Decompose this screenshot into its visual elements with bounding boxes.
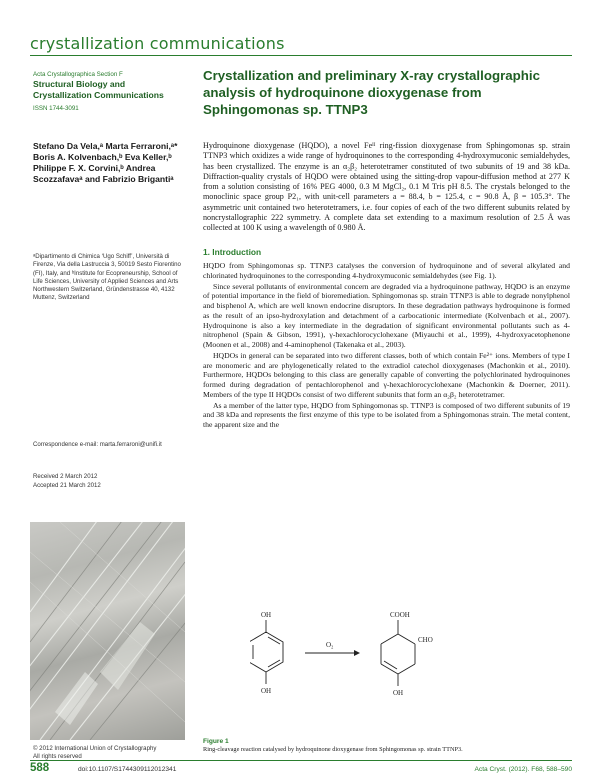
- product-cho: CHO: [418, 636, 433, 644]
- affiliations: ᵃDipartimento di Chimica ‘Ugo Schiff’, Università di Firenze, Via della Lastruccia 3, 50019 Sesto Fiorentino (FI), Italy, and ᵇInstitute for Ecopreneurship, School of Life Sciences, University of Applied Sciences and Arts Northwestern Switzerland, Gründenstrasse 40, 4132 Muttenz, Switzerland: [33, 253, 181, 302]
- figure-label: Figure 1: [203, 738, 229, 745]
- reaction-arrow: [305, 650, 360, 656]
- reactant-top-oh: OH: [261, 611, 272, 619]
- reaction-scheme: [250, 598, 500, 756]
- paragraph: HQDO from Sphingomonas sp. TTNP3 catalyses the conversion of hydroquinone and of several alkylated and chlorinated hydroquinones to the corresponding 4-hydroxymuconic semialdehydes (see Fig. 1).: [203, 261, 570, 280]
- journal-citation: Acta Cryst. (2012). F68, 588–590: [474, 766, 572, 773]
- section-name: Structural Biology and Crystallization Communications: [33, 79, 164, 100]
- accepted-date: Accepted 21 March 2012: [33, 481, 101, 489]
- page-number: 588: [30, 762, 50, 774]
- paragraph: HQDOs in general can be separated into two different classes, both of which contain Fe²⁺ ions. Members of type I are monomeric and are phylogenetically related to the extradiol catechol dioxygenases (Machonkin et al., 2010). Furthermore, HQDOs belonging to this class are generally capable of converting the polychlorinated hydroquinones formed during degradation of pentachlorophenol and γ-hexachlorocyclohexane (Machonkin & Doerner, 2011). Members of the type II HQDOs consist of two different subunits that form an α₂β₂ heterotetramer.: [203, 350, 570, 399]
- section-label: Acta Crystallographica Section F: [33, 71, 123, 78]
- figure-caption: [203, 738, 570, 754]
- author-list: Stefano Da Vela,ᵃ Marta Ferraroni,ᵃ* Boris A. Kolvenbach,ᵇ Eva Keller,ᵇ Philippe F. X. Corvini,ᵇ Andrea Scozzafavaᵃ and Fabrizio Brigantiᵃ: [33, 141, 178, 184]
- paragraph: As a member of the latter type, HQDO from Sphingomonas sp. TTNP3 is composed of two different subunits of 19 and 38 kDa and represents the first enzyme of this type to be isolated from a Sphingomonas strain. The metal content, the apparent size and the: [203, 400, 570, 429]
- reactant-bottom-oh: OH: [261, 687, 272, 695]
- correspondence-email[interactable]: Correspondence e-mail: marta.ferraroni@unifi.it: [33, 441, 162, 448]
- page-footer: [30, 762, 572, 778]
- issn: ISSN 1744-3091: [33, 105, 79, 112]
- received-date: Received 2 March 2012: [33, 473, 98, 480]
- section-info: [33, 70, 181, 112]
- header-rule: [30, 55, 572, 56]
- paragraph: Since several pollutants of environmental concern are degraded via a hydroquinone pathway, HQDO is an enzyme of potential importance in the field of bioremediation. Sphingomonas sp. strain TTNP3 is able to degrade nonylphenol and bisphenol A, which are well known endocrine disruptors. In these degradation pathways hydroquinone is formed as the result of an ipso-hydroxylation and detachment of a carbocationic intermediate (Kolvenbach et al., 2007). Hydroquinone is also a key intermediate in the degradation of significant environmental pollutants such as 4-nitrophenol (Spain & Gibson, 1991), γ-hexachlorocyclohexane (Miyauchi et al., 1999), 4-hydroxyacetophenone (Moonen et al., 2008) and 4-aminophenol (Takenaka et al., 2003).: [203, 281, 570, 349]
- introduction-body: [203, 261, 570, 431]
- copyright: [33, 745, 193, 761]
- footer-rule: [30, 760, 572, 761]
- abstract: Hydroquinone dioxygenase (HQDO), a novel Feᴵᴵ ring-fission dioxygenase from Sphingomonas sp. strain TTNP3 which oxidizes a wide range of hydroquinones to the corresponding 4-hydroxymuconic semialdehydes, has been crystallized. The enzyme is an α₂β₂ heterotetramer constituted of two subunits of 19 and 38 kDa. Diffraction-quality crystals of HQDO were obtained using the sitting-drop vapour-diffusion method at 277 K from a solution consisting of 16% PEG 4000, 0.3 M MgCl₂, 0.1 M Tris pH 8.5. The crystals belonged to the monoclinic space group P2₁, with unit-cell parameters a = 88.4, b = 125.4, c = 90.8 Å, β = 105.3°. The asymmetric unit contained two heterotetramers, i.e. four copies of each of the two different subunits related by noncrystallographic 222 symmetry. A complete data set extending to a maximum resolution of 2.5 Å was collected at 100 K using a wavelength of 0.980 Å.: [203, 141, 570, 233]
- product-cooh: COOH: [390, 611, 410, 619]
- journal-section-header: crystallization communications: [30, 34, 285, 53]
- crystal-photo: [30, 522, 185, 740]
- doi-link[interactable]: doi:10.1107/S1744309112012341: [78, 766, 177, 773]
- product-structure: [381, 620, 415, 686]
- copyright-line: © 2012 International Union of Crystallography: [33, 745, 157, 752]
- product-bottom-oh: OH: [393, 689, 404, 697]
- article-title: Crystallization and preliminary X-ray crystallographic analysis of hydroquinone dioxygenase from Sphingomonas sp. TTNP3: [203, 68, 540, 117]
- figure-caption-text: Ring-cleavage reaction catalysed by hydroquinone dioxygenase from Sphingomonas sp. strain TTNP3.: [203, 746, 463, 753]
- hydroquinone-structure: [250, 620, 283, 684]
- introduction-heading: 1. Introduction: [203, 247, 262, 257]
- submission-dates: [33, 473, 183, 490]
- reagent-o2: O₂: [326, 641, 334, 649]
- rights-line: All rights reserved: [33, 753, 82, 760]
